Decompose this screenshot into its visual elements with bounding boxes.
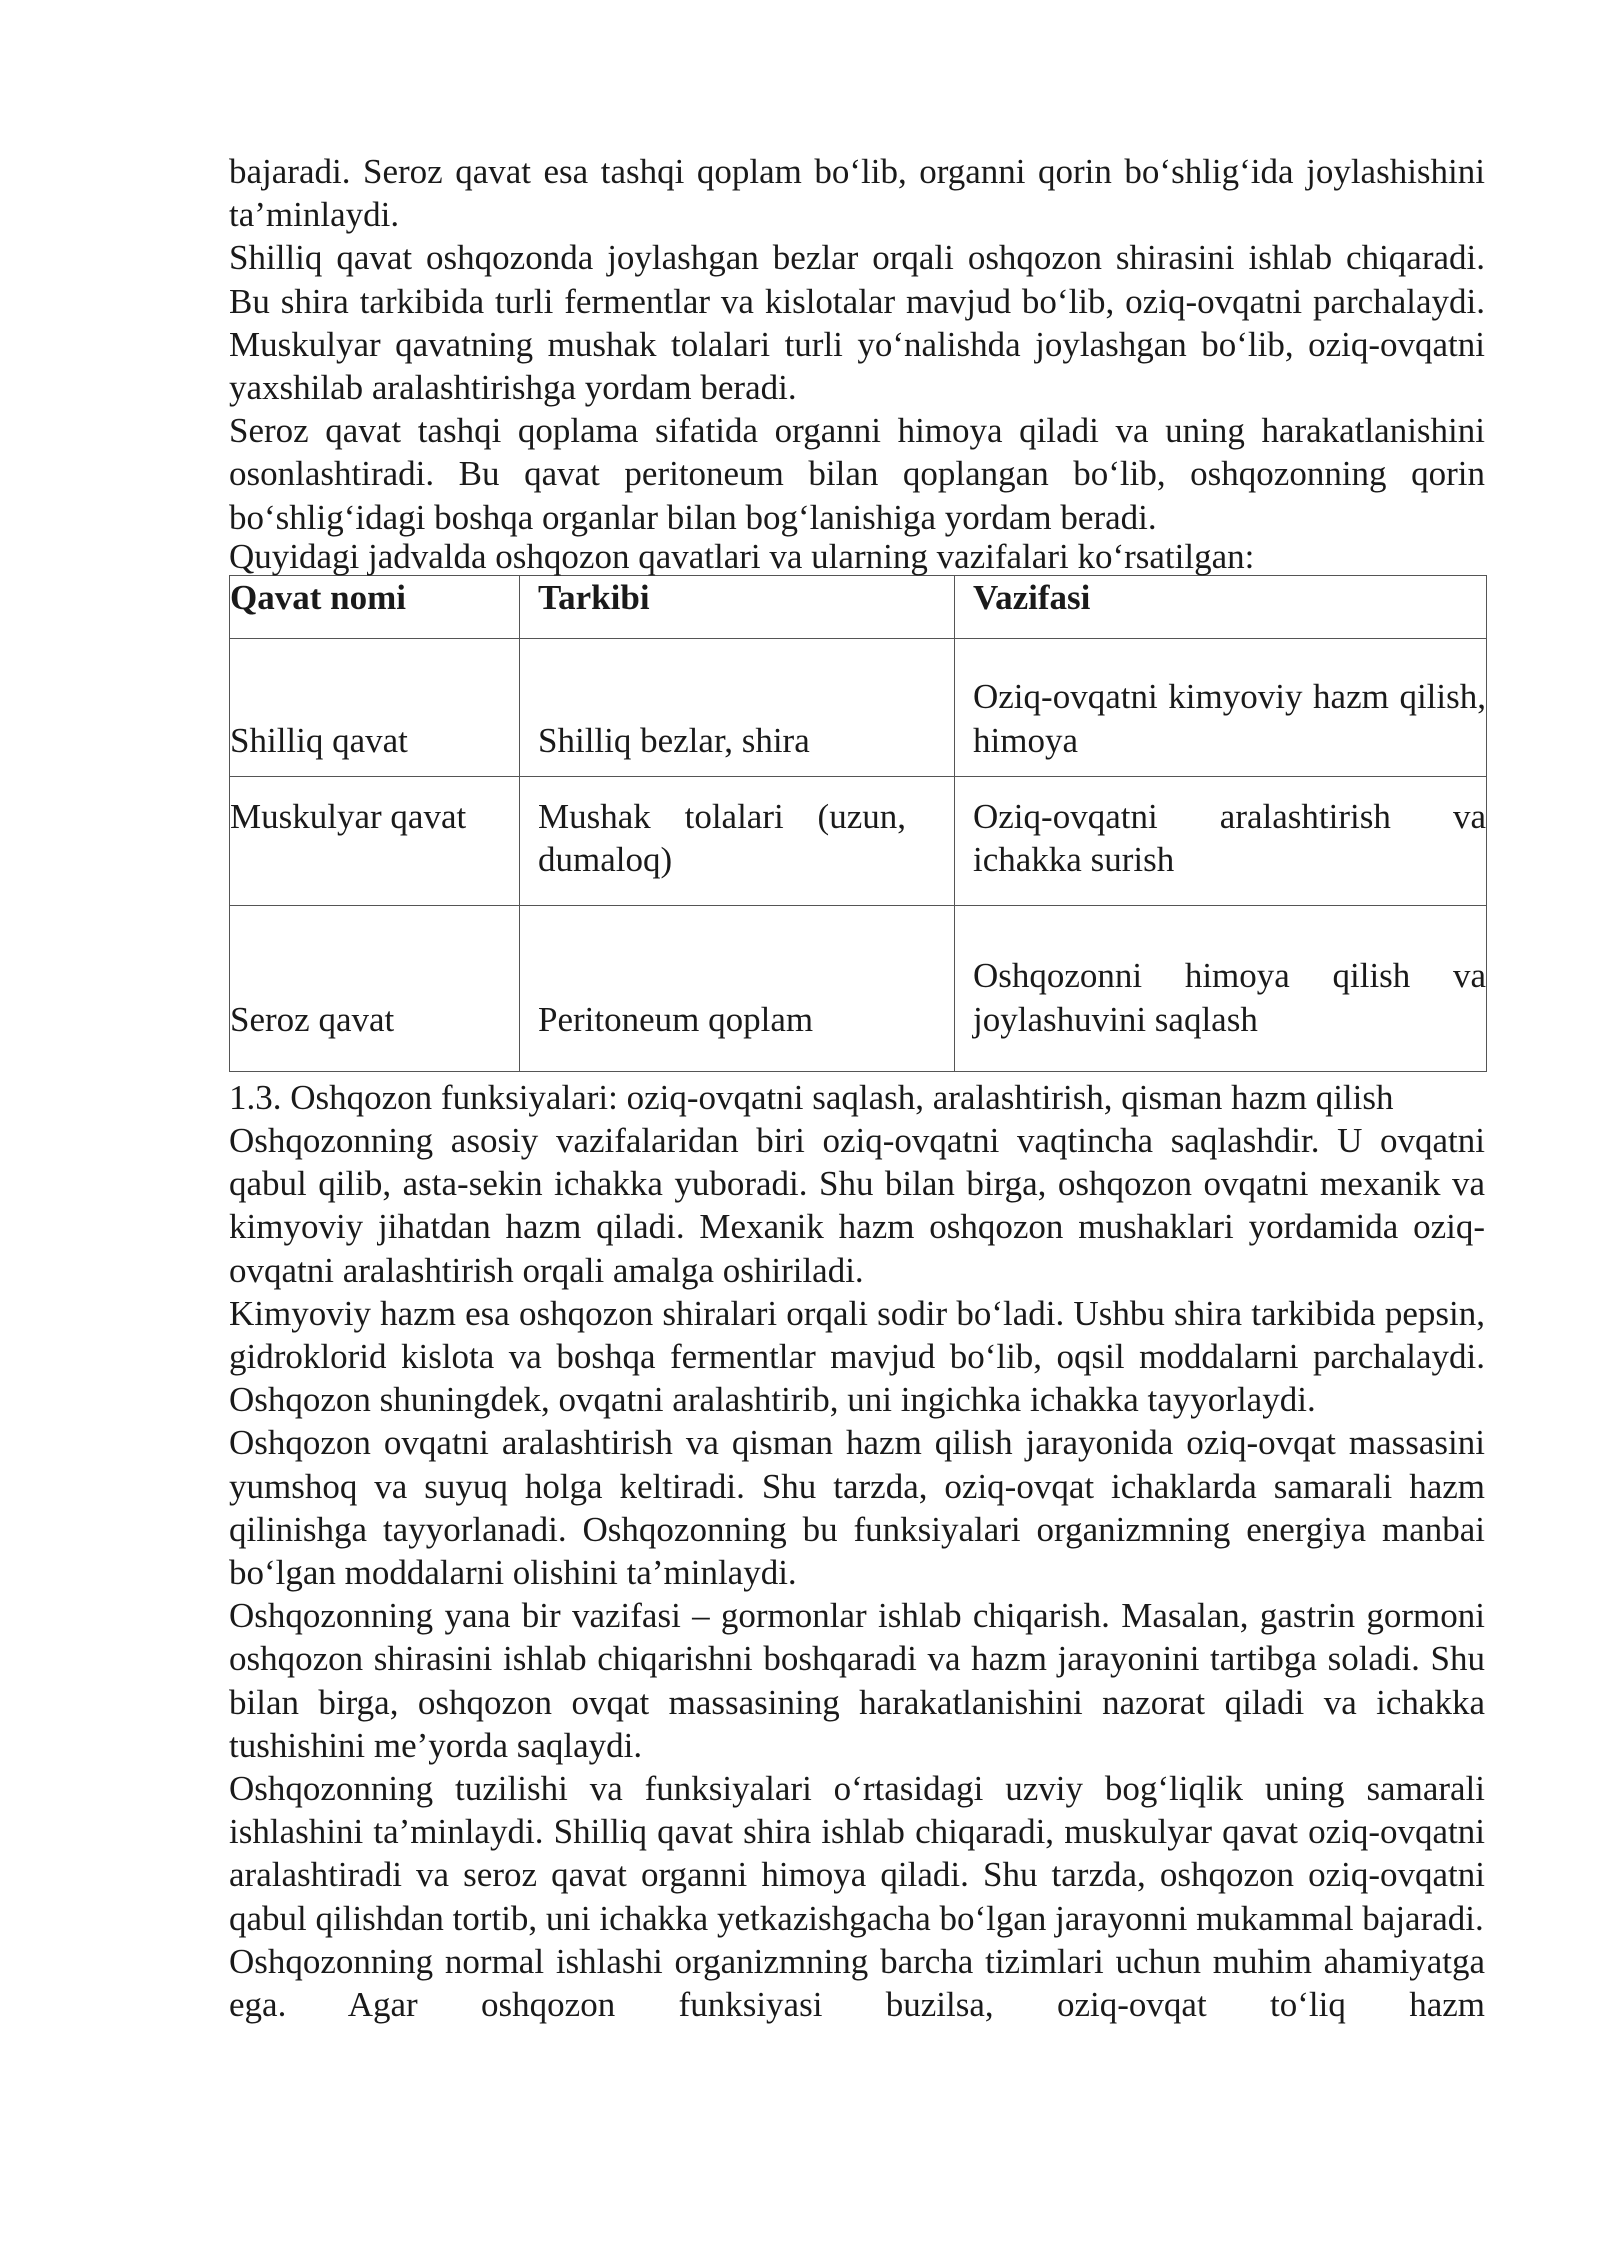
table-header-cell: Qavat nomi <box>230 575 520 638</box>
table-caption: Quyidagi jadvalda oshqozon qavatlari va ularning vazifalari ko‘rsatilgan: <box>229 536 1255 576</box>
table-row <box>230 638 1487 776</box>
paragraph: Oshqozonning yana bir vazifasi – gormonlar ishlab chiqarish. Masalan, gastrin gormoni oshqozon shirasini ishlab chiqarishni boshqaradi va hazm jarayonini tartibga soladi. Shu bilan birga, oshqozon ovqat massasining harakatlanishini nazorat qiladi va ichakka tushishini me’yorda saqlaydi. <box>229 1596 1485 1765</box>
paragraph: Kimyoviy hazm esa oshqozon shiralari orqali sodir bo‘ladi. Ushbu shira tarkibida pepsin, gidroklorid kislota va boshqa fermentlar mavjud bo‘lib, oqsil moddalarni parchalaydi. Oshqozon shuningdek, ovqatni aralashtirib, uni ingichka ichakka tayyorlaydi. <box>229 1293 1485 1420</box>
table-cell: Oshqozonni himoya qilish va joylashuvini saqlash <box>955 905 1487 1071</box>
table-header-cell: Vazifasi <box>955 575 1487 638</box>
table-cell: Shilliq bezlar, shira <box>520 638 955 776</box>
paragraph: Oshqozonning normal ishlashi organizmning barcha tizimlari uchun muhim ahamiyatga ega. Agar oshqozon funksiyasi buzilsa, oziq-ovqat to‘liq hazm <box>229 1941 1485 2025</box>
document-page <box>229 150 1485 2026</box>
paragraph: bajaradi. Seroz qavat esa tashqi qoplam bo‘lib, organni qorin bo‘shlig‘ida joylashishini ta’minlaydi. <box>229 152 1485 235</box>
table-cell: Seroz qavat <box>230 905 520 1071</box>
stomach-layers-table <box>229 575 1487 1072</box>
table-header-row <box>230 575 1487 638</box>
table-row <box>230 776 1487 905</box>
table-cell: Mushak tolalari (uzun, dumaloq) <box>520 776 955 905</box>
table-cell: Oziq-ovqatni kimyoviy hazm qilish, himoya <box>955 638 1487 776</box>
section-heading: 1.3. Oshqozon funksiyalari: oziq-ovqatni saqlash, aralashtirish, qisman hazm qilish <box>229 1077 1394 1117</box>
table-cell: Oziq-ovqatni aralashtirish va ichakka surish <box>955 776 1487 905</box>
paragraph: Oshqozonning asosiy vazifalaridan biri oziq-ovqatni vaqtincha saqlashdir. U ovqatni qabul qilib, asta-sekin ichakka yuboradi. Shu bilan birga, oshqozon ovqatni mexanik va kimyoviy jihatdan hazm qiladi. Mexanik hazm oshqozon mushaklari yordamida oziq-ovqatni aralashtirish orqali amalga oshiriladi. <box>229 1121 1485 1290</box>
paragraph: Oshqozonning tuzilishi va funksiyalari o‘rtasidagi uzviy bog‘liqlik uning samarali ishlashini ta’minlaydi. Shilliq qavat shira ishlab chiqaradi, muskulyar qavat oziq-ovqatni aralashtiradi va seroz qavat organni himoya qiladi. Shu tarzda, oshqozon oziq-ovqatni qabul qilishdan tortib, uni ichakka yetkazishgacha bo‘lgan jarayonni mukammal bajaradi. <box>229 1769 1485 1938</box>
table-header-cell: Tarkibi <box>520 575 955 638</box>
paragraph: Oshqozon ovqatni aralashtirish va qisman hazm qilish jarayonida oziq-ovqat massasini yumshoq va suyuq holga keltiradi. Shu tarzda, oziq-ovqat ichaklarda samarali hazm qilinishga tayyorlanadi. Oshqozonning bu funksiyalari organizmning energiya manbai bo‘lgan moddalarni olishini ta’minlaydi. <box>229 1423 1485 1593</box>
paragraph: Shilliq qavat oshqozonda joylashgan bezlar orqali oshqozon shirasini ishlab chiqaradi. Bu shira tarkibida turli fermentlar va kislotalar mavjud bo‘lib, oziq-ovqatni parchalaydi. Muskulyar qavatning mushak tolalari turli yo‘nalishda joylashgan bo‘lib, oziq-ovqatni yaxshilab aralashtirishga yordam beradi. <box>229 238 1485 408</box>
table-cell: Muskulyar qavat <box>230 776 520 905</box>
table-cell: Peritoneum qoplam <box>520 905 955 1071</box>
table-row <box>230 905 1487 1071</box>
table-cell: Shilliq qavat <box>230 638 520 776</box>
paragraph: Seroz qavat tashqi qoplama sifatida organni himoya qiladi va uning harakatlanishini osonlashtiradi. Bu qavat peritoneum bilan qoplangan bo‘lib, oshqozonning qorin bo‘shlig‘idagi boshqa organlar bilan bog‘lanishiga yordam beradi. <box>229 411 1485 537</box>
